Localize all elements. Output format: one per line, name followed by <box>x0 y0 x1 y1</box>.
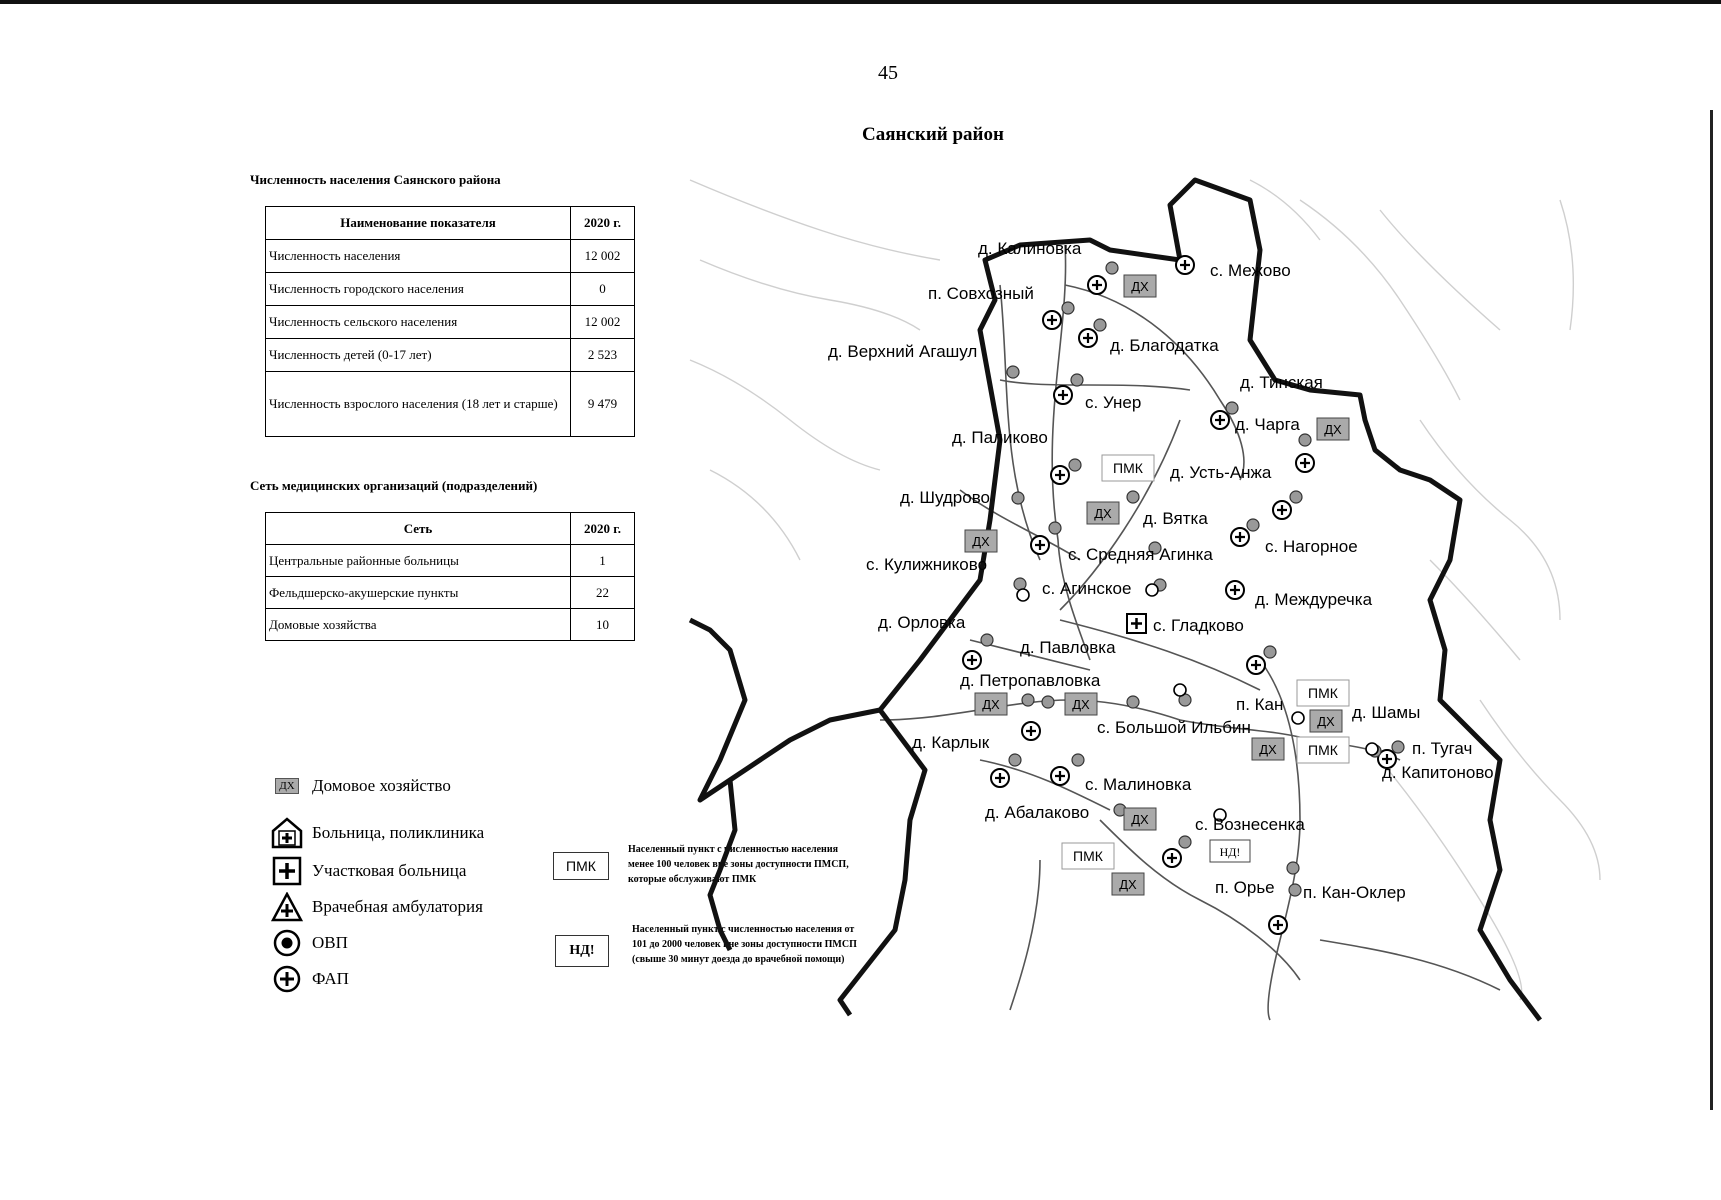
nd-note: Населенный пункт с численностью населения от 101 до 2000 человек вне зоны доступности ПМСП (свыше 30 минут доезда до врачебной помощи) <box>632 924 857 965</box>
row-label: Центральные районные больницы <box>266 545 571 577</box>
row-value: 2 523 <box>571 339 635 372</box>
row-value: 0 <box>571 273 635 306</box>
settlement-label: д. Чарга <box>1235 415 1300 434</box>
dh-box: ДХ <box>1131 812 1149 827</box>
settlement-labels <box>828 239 1494 902</box>
district-hospital-marker <box>1127 614 1146 633</box>
row-label: Фельдшерско-акушерские пункты <box>266 577 571 609</box>
settlement-label: д. Орловка <box>878 613 966 632</box>
pmk-box: ПМК <box>1308 685 1338 701</box>
settlement-label: д. Карлык <box>912 733 990 752</box>
settlement-label: д. Абалаково <box>985 803 1090 822</box>
row-value: 10 <box>571 609 635 641</box>
legend-label: Домовое хозяйство <box>312 776 451 795</box>
dh-box: ДХ <box>1119 877 1137 892</box>
row-value: 22 <box>571 577 635 609</box>
settlement-label: д. Павловка <box>1020 638 1116 657</box>
pmk-box: ПМК <box>1113 460 1143 476</box>
settlement-label: д. Вятка <box>1143 509 1208 528</box>
row-value: 1 <box>571 545 635 577</box>
pmk-box: ПМК <box>1073 848 1103 864</box>
row-label: Численность детей (0-17 лет) <box>266 339 571 372</box>
settlement-label: д. Междуречка <box>1255 590 1373 609</box>
settlement-label: с. Вознесенка <box>1195 815 1305 834</box>
page-number: 45 <box>878 62 898 84</box>
settlement-label: д. Петропавловка <box>960 671 1101 690</box>
settlement-label: д. Шудрово <box>900 488 991 507</box>
row-label: Численность городского населения <box>266 273 571 306</box>
dh-box: ДХ <box>1259 742 1277 757</box>
settlement-label: с. Нагорное <box>1265 537 1358 556</box>
settlement-label: д. Капитоново <box>1382 763 1494 782</box>
row-value: 12 002 <box>571 306 635 339</box>
row-label: Численность сельского населения <box>266 306 571 339</box>
pmk-legend-box: ПМК <box>553 852 609 880</box>
settlement-label: д. Тинская <box>1240 373 1323 392</box>
dh-box: ДХ <box>982 697 1000 712</box>
settlement-label: п. Тугач <box>1412 739 1473 758</box>
legend-label: Больница, поликлиника <box>312 823 485 842</box>
settlement-label: п. Кан-Оклер <box>1303 883 1406 902</box>
settlement-label: д. Шамы <box>1352 703 1421 722</box>
dh-box: ДХ <box>1324 422 1342 437</box>
settlement-label: с. Средняя Агинка <box>1068 545 1213 564</box>
nd-legend-box: НД! <box>555 935 609 967</box>
legend-label: Участковая больница <box>312 861 467 880</box>
settlement-label: д. Калиновка <box>978 239 1082 258</box>
legend-label: ФАП <box>312 969 349 988</box>
pmk-note: Населенный пункт с численностью населения менее 100 человек вне зоны доступности ПМСП, которые обслуживают ПМК <box>628 844 849 885</box>
settlement-label: с. Малиновка <box>1085 775 1192 794</box>
rivers <box>690 180 1600 1000</box>
settlement-label: с. Унер <box>1085 393 1142 412</box>
dh-box: ДХ <box>1131 279 1149 294</box>
dh-box: ДХ <box>1094 506 1112 521</box>
dh-box: ДХ <box>1317 714 1335 729</box>
network-table-title: Сеть медицинских организаций (подразделений) <box>250 478 538 493</box>
map-title: Саянский район <box>862 124 1004 145</box>
row-label: Численность населения <box>266 240 571 273</box>
legend-label: ОВП <box>312 933 348 952</box>
nd-box: НД! <box>1219 845 1241 859</box>
column-header: Сеть <box>266 513 571 545</box>
settlement-label: п. Кан <box>1236 695 1284 714</box>
settlement-label: д. Благодатка <box>1110 336 1219 355</box>
row-value: 12 002 <box>571 240 635 273</box>
dh-box: ДХ <box>972 534 990 549</box>
settlement-label: с. Агинское <box>1042 579 1132 598</box>
row-label: Численность взрослого населения (18 лет и старше) <box>266 372 571 437</box>
settlement-label: д. Верхний Агашул <box>828 342 978 361</box>
settlement-label: с. Большой Ильбин <box>1097 718 1251 737</box>
settlement-label: с. Межово <box>1210 261 1291 280</box>
settlement-label: п. Орье <box>1215 878 1275 897</box>
settlement-label: с. Гладково <box>1153 616 1244 635</box>
column-header: 2020 г. <box>571 513 635 545</box>
settlement-label: д. Паликово <box>952 428 1048 447</box>
dh-box: ДХ <box>1072 697 1090 712</box>
settlement-label: п. Совхозный <box>928 284 1034 303</box>
column-header: Наименование показателя <box>266 207 571 240</box>
row-value: 9 479 <box>571 372 635 437</box>
dh-box-icon: ДХ <box>270 778 304 794</box>
legend-label: Врачебная амбулатория <box>312 897 483 916</box>
settlement-label: с. Кулижниково <box>866 555 988 574</box>
row-label: Домовые хозяйства <box>266 609 571 641</box>
column-header: 2020 г. <box>571 207 635 240</box>
pmk-box: ПМК <box>1308 742 1338 758</box>
settlement-label: д. Усть-Анжа <box>1170 463 1272 482</box>
population-table-title: Численность населения Саянского района <box>250 172 501 187</box>
